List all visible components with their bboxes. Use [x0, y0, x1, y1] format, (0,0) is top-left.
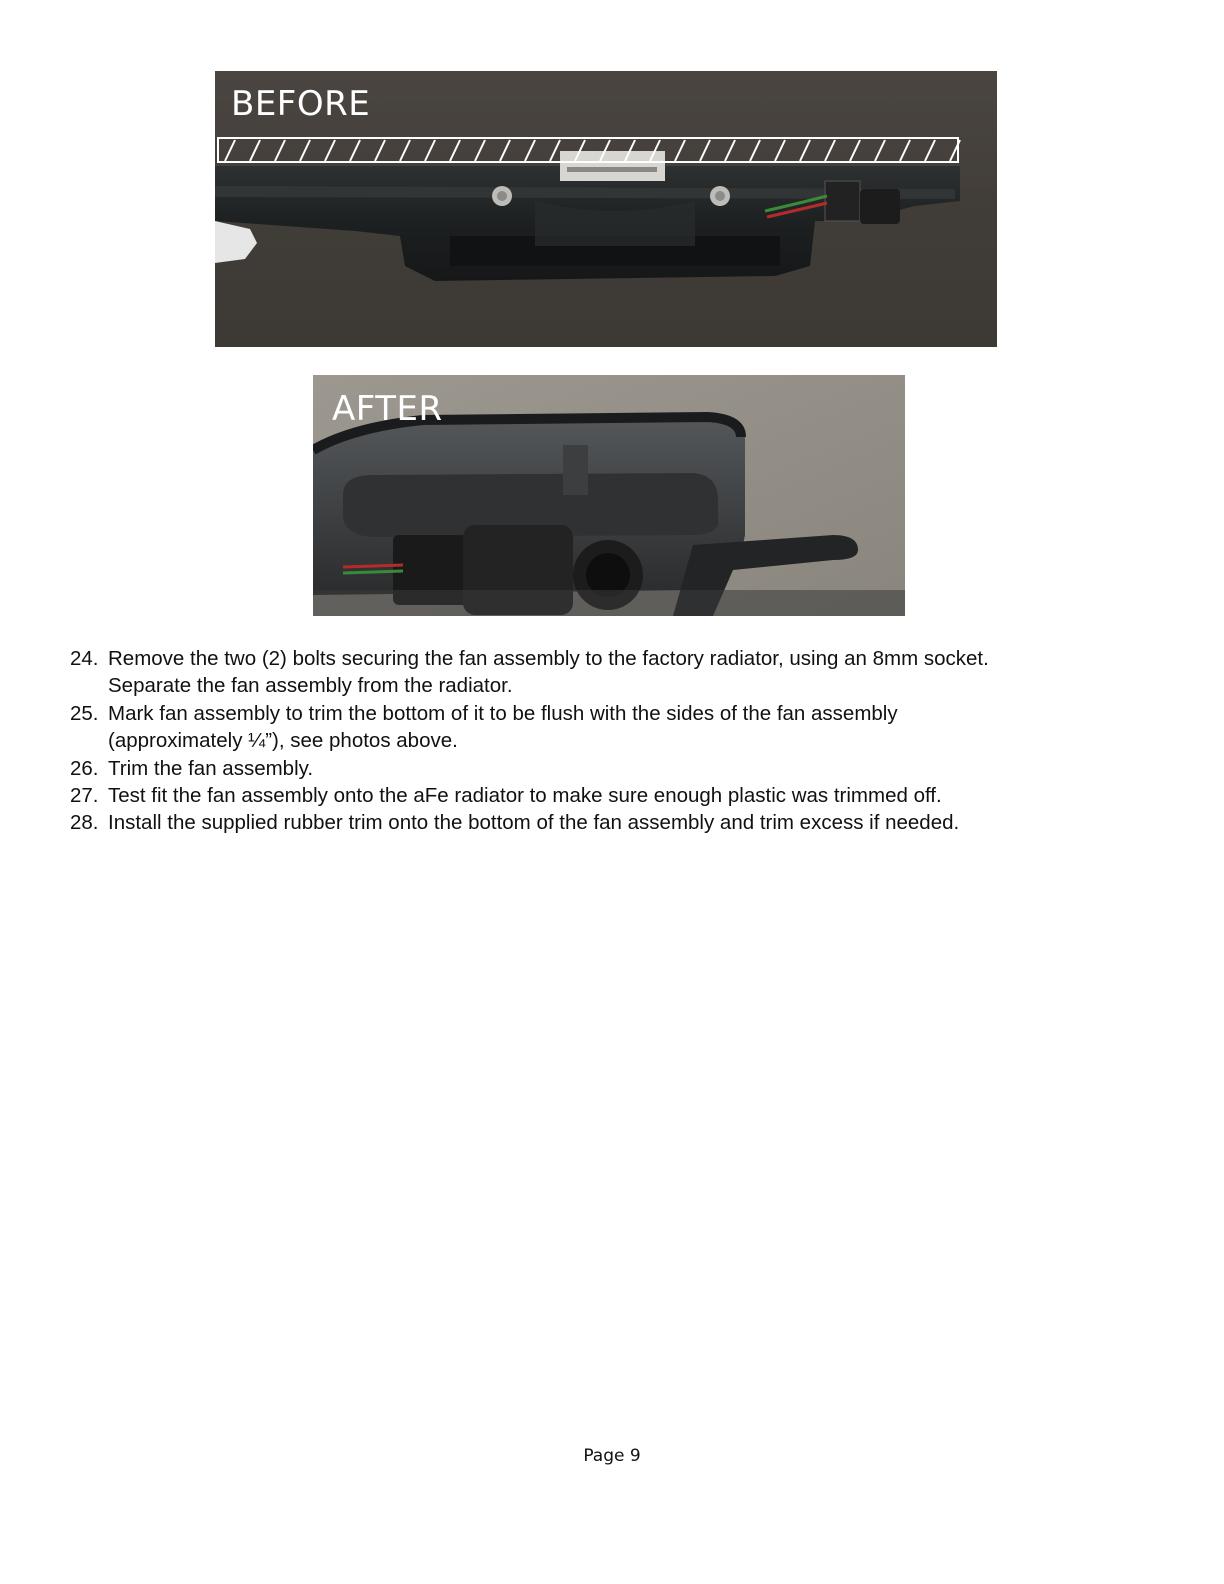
before-label: BEFORE	[231, 84, 371, 124]
instruction-step-26	[70, 755, 1160, 782]
step-text: Test fit the fan assembly onto the aFe radiator to make sure enough plastic was trimmed off.	[108, 784, 942, 808]
instruction-step-28	[70, 809, 1160, 836]
instruction-step-25	[70, 700, 1160, 755]
step-text: Remove the two (2) bolts securing the fan assembly to the factory radiator, using an 8mm socket.	[108, 647, 989, 670]
step-number: 24.	[70, 647, 99, 670]
instruction-list	[70, 645, 1160, 837]
after-photo	[313, 375, 905, 616]
step-number: 25.	[70, 701, 99, 725]
step-number: 27.	[70, 784, 99, 808]
step-number: 26.	[70, 756, 99, 780]
before-photo	[215, 71, 997, 347]
step-text-continued: (approximately ¼”), see photos above.	[108, 729, 458, 753]
step-text: Mark fan assembly to trim the bottom of it to be flush with the sides of the fan assembly	[108, 701, 898, 725]
page-number: Page 9	[583, 1446, 641, 1466]
step-text-continued: Separate the fan assembly from the radiator.	[108, 674, 513, 698]
step-text: Trim the fan assembly.	[108, 756, 314, 780]
step-text: Install the supplied rubber trim onto the bottom of the fan assembly and trim excess if needed.	[108, 811, 960, 835]
step-number: 28.	[70, 811, 99, 835]
instruction-step-27	[70, 782, 1160, 809]
after-label: AFTER	[332, 389, 443, 429]
instruction-step-24	[70, 645, 1160, 700]
